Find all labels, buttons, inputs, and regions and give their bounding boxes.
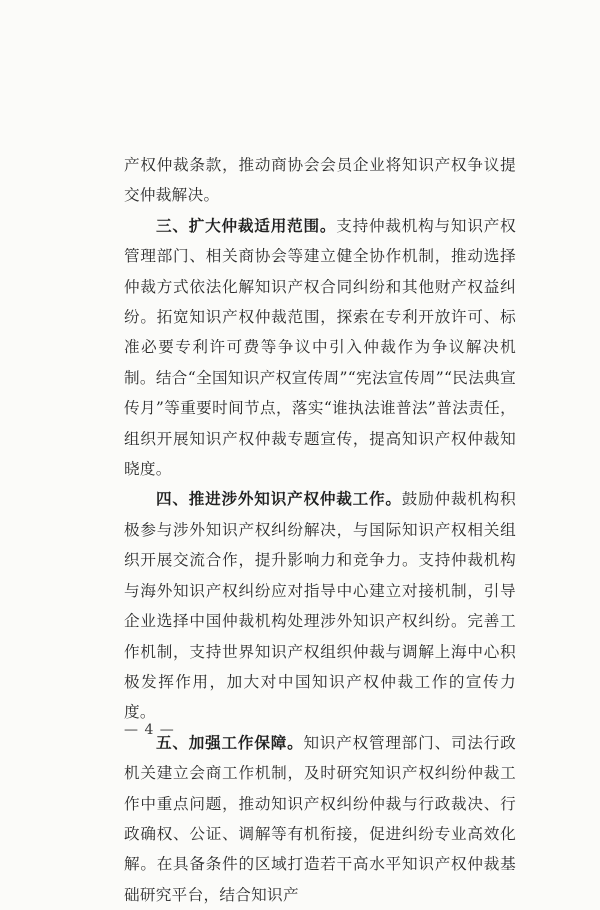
- section-five: [124, 728, 516, 910]
- section-body: 支持仲裁机构与知识产权管理部门、相关商协会等建立健全协作机制，推动选择仲裁方式依法化解知识产权合同纠纷和其他财产权益纠纷。拓宽知识产权仲裁范围，探索在专利开放许可、标准必要专利许可费等争议中引入仲裁作为争议解决机制。结合“全国知识产权宣传周”“宪法宣传周”“民法典宣传月”等重要时间节点，落实“谁执法谁普法”普法责任，组织开展知识产权仲裁专题宣传，提高知识产权仲裁知晓度。: [124, 216, 516, 479]
- paragraph-continuation: [124, 150, 516, 211]
- section-body: 知识产权管理部门、司法行政机关建立会商工作机制，及时研究知识产权纠纷仲裁工作中重点问题，推动知识产权纠纷仲裁与行政裁决、行政确权、公证、调解等有机衔接，促进纠纷专业高效化解。在具备条件的区域打造若干高水平知识产权仲裁基础研究平台，结合知识产: [124, 733, 517, 904]
- section-heading: 四、推进涉外知识产权仲裁工作。: [156, 490, 402, 509]
- page-number: — 4 —: [124, 722, 175, 738]
- section-heading: 三、扩大仲裁适用范围。: [156, 216, 337, 235]
- section-four: [124, 484, 516, 727]
- paragraph-text: 产权仲裁条款，推动商协会会员企业将知识产权争议提交仲裁解决。: [124, 156, 516, 205]
- section-heading: 五、加强工作保障。: [156, 733, 304, 752]
- section-body: 鼓励仲裁机构积极参与涉外知识产权纠纷解决，与国际知识产权相关组织开展交流合作，提升影响力和竞争力。支持仲裁机构与海外知识产权纠纷应对指导中心建立对接机制，引导企业选择中国仲裁机构处理涉外知识产权纠纷。完善工作机制，支持世界知识产权组织仲裁与调解上海中心积极发挥作用，加大对中国知识产权仲裁工作的宣传力度。: [124, 490, 516, 722]
- section-three: [124, 211, 516, 485]
- body-text: [124, 150, 516, 910]
